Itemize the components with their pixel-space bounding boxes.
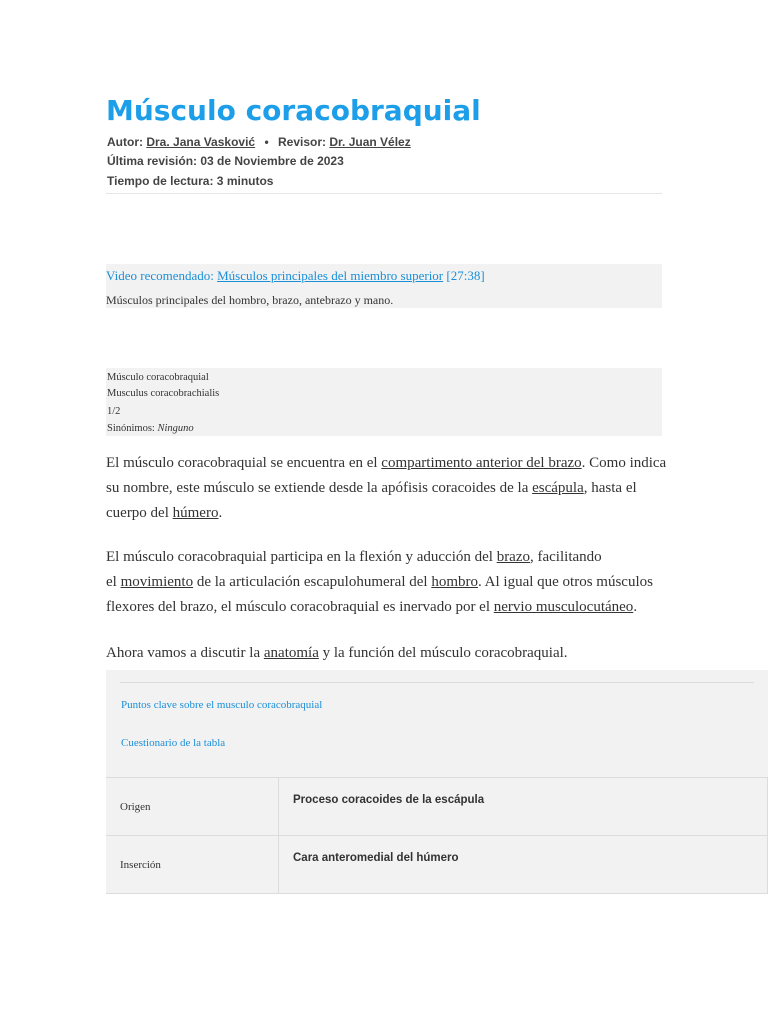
image-caption-latin: Musculus coracobrachialis [107,388,220,399]
text: El músculo coracobraquial participa en la flexión y aducción del [106,549,497,565]
link-escapula[interactable]: escápula [532,480,584,496]
text: . [218,505,223,521]
table-quiz-link[interactable]: Cuestionario de la tabla [121,737,226,749]
author-line [107,134,411,150]
table-row-origin [106,777,768,836]
link-hombro[interactable]: hombro [431,574,478,590]
video-link[interactable]: Músculos principales del miembro superior [217,268,444,283]
synonyms-label: Sinónimos: [107,423,158,434]
reading-time: Tiempo de lectura: 3 minutos [107,174,274,188]
text: El músculo coracobraquial se encuentra en el [106,455,382,471]
image-counter: 1/2 [107,406,121,417]
last-revision: Última revisión: 03 de Noviembre de 2023 [107,154,344,168]
key-points-divider [120,682,754,683]
link-compartimento-anterior[interactable]: compartimento anterior del brazo [381,455,582,471]
author-label: Autor: [107,135,143,149]
text: cuerpo del [106,505,173,521]
video-prefix: Video recomendado: [106,268,218,283]
link-nervio-musculocutaneo[interactable]: nervio musculocutáneo [493,599,634,615]
table-row-label: Inserción [120,859,161,871]
header-divider [106,193,662,194]
image-caption-name: Músculo coracobraquial [107,372,209,383]
text: su nombre, este músculo se extiende desde la apófisis coracoides de la [106,480,533,496]
paragraph-1 [106,451,666,526]
text: el [106,574,121,590]
table-row-insertion [106,835,768,894]
text: Ahora vamos a discutir la [106,645,264,661]
table-row-value: Cara anteromedial del húmero [293,852,459,864]
link-brazo[interactable]: brazo [496,549,530,565]
video-description: Músculos principales del hombro, brazo, antebrazo y mano. [106,293,394,307]
text: de la articulación escapulohumeral del [193,574,432,590]
text: . Como indica [581,455,667,471]
paragraph-2 [106,545,666,620]
text: y la función del músculo coracobraquial. [318,645,568,661]
table-bottom-border [106,893,768,894]
author-link[interactable]: Dra. Jana Vasković [146,135,256,149]
link-anatomia[interactable]: anatomía [263,645,319,661]
table-column-divider [278,778,279,836]
reviewer-label: Revisor: [277,135,327,149]
text: flexores del brazo, el músculo coracobraquial es inervado por el [106,599,494,615]
image-synonyms [107,422,194,436]
link-humero[interactable]: húmero [172,505,219,521]
reviewer-link[interactable]: Dr. Juan Vélez [329,135,411,149]
text: , facilitando [530,549,602,565]
text: . [633,599,638,615]
meta-separator: • [264,135,269,149]
page-title: Músculo coracobraquial [106,94,481,127]
table-row-label: Origen [120,801,151,813]
key-points-title-link[interactable]: Puntos clave sobre el musculo coracobraquial [121,699,323,711]
synonyms-value: Ninguno [157,423,194,434]
paragraph-3 [106,641,666,666]
text: . Al igual que otros músculos [477,574,653,590]
text: , hasta el [583,480,637,496]
video-recommendation [106,267,485,285]
table-row-value: Proceso coracoides de la escápula [293,794,485,806]
video-duration: [27:38] [443,268,485,283]
link-movimiento[interactable]: movimiento [120,574,194,590]
table-column-divider [278,836,279,894]
